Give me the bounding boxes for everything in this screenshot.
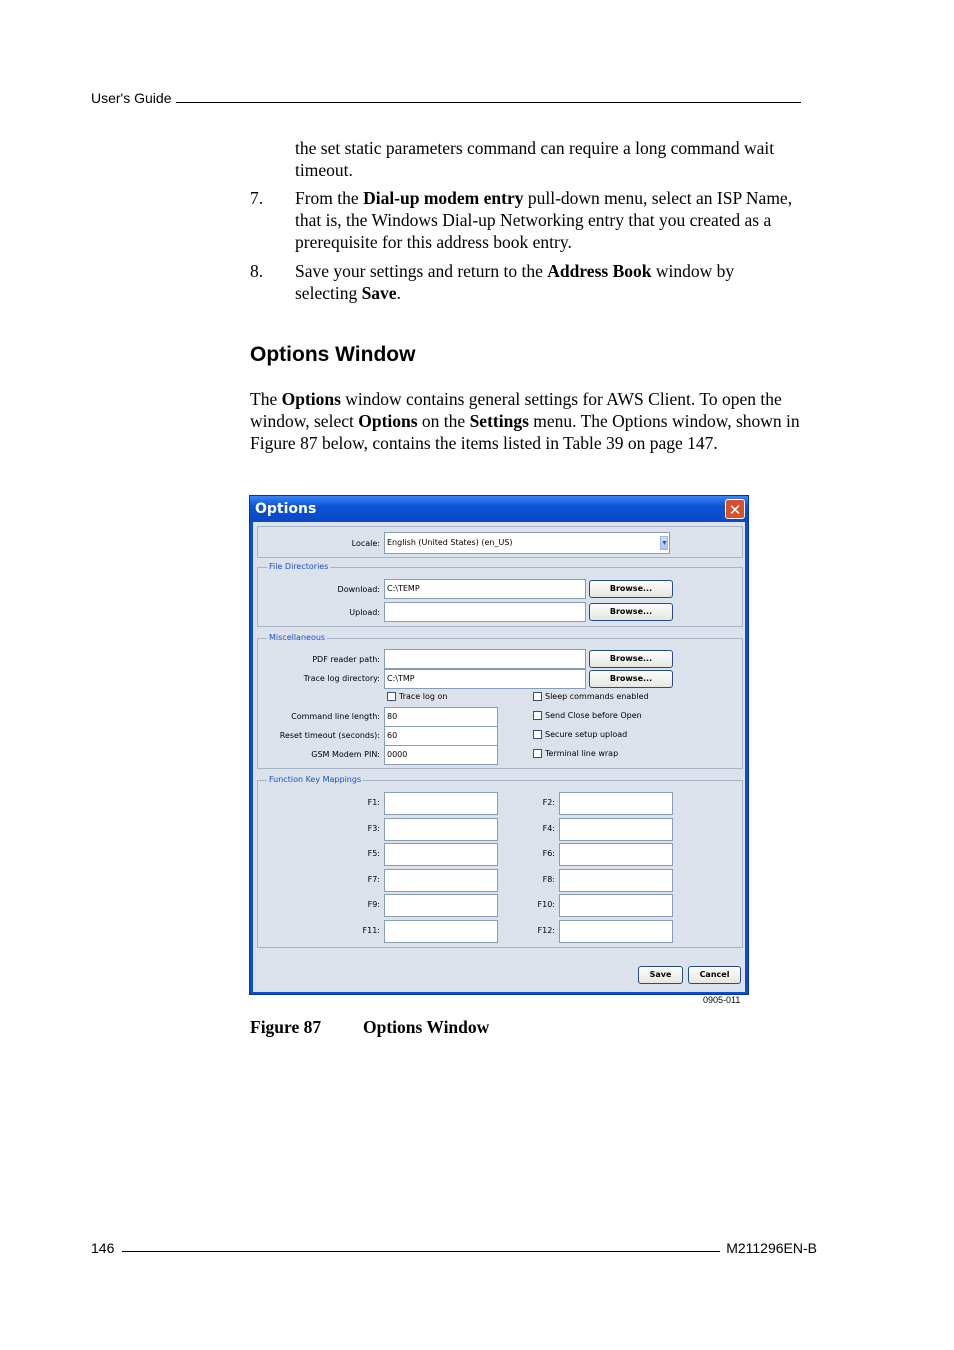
- chevron-down-icon[interactable]: ▼: [660, 536, 668, 550]
- fkey-input[interactable]: [559, 818, 673, 841]
- fkey-input[interactable]: [559, 894, 673, 917]
- file-directories-group: [257, 562, 743, 627]
- intro-text: the set static parameters command can require a long command wait timeout.: [295, 138, 775, 180]
- header-title: User's Guide: [91, 90, 172, 106]
- figure-title: Options Window: [363, 1017, 490, 1037]
- step-8: [250, 260, 795, 304]
- fkey-label: F5:: [367, 849, 380, 858]
- download-browse-button[interactable]: Browse...: [589, 580, 673, 598]
- fkey-label: F9:: [367, 900, 380, 909]
- step-text: Save your settings and return to the Address Book window by selecting Save.: [295, 261, 735, 303]
- trace-log-on-label: Trace log on: [399, 692, 448, 701]
- gsm-pin-label: GSM Modem PIN:: [311, 750, 380, 759]
- upload-browse-button[interactable]: Browse...: [589, 603, 673, 621]
- terminal-wrap-checkbox[interactable]: [533, 749, 542, 758]
- download-input[interactable]: C:\TEMP: [384, 579, 586, 599]
- download-label: Download:: [337, 585, 380, 594]
- step-text: From the Dial-up modem entry pull-down menu, select an ISP Name, that is, the Windows Dial-up Networking entry that you created as a prerequisite for this address book entry.: [295, 188, 793, 252]
- miscellaneous-group: [257, 633, 743, 769]
- fkey-label: F1:: [367, 798, 380, 807]
- fkey-label: F2:: [542, 798, 555, 807]
- trace-log-dir-label: Trace log directory:: [303, 674, 380, 683]
- step-number: 7.: [250, 188, 264, 208]
- page-footer: [91, 1240, 817, 1256]
- fkey-label: F6:: [542, 849, 555, 858]
- gsm-pin-input[interactable]: 0000: [384, 745, 498, 765]
- pdf-reader-label: PDF reader path:: [312, 655, 380, 664]
- cancel-button[interactable]: Cancel: [688, 966, 741, 984]
- reset-timeout-input[interactable]: 60: [384, 726, 498, 746]
- step-7: [250, 187, 795, 253]
- fkey-label: F3:: [367, 824, 380, 833]
- upload-label: Upload:: [349, 608, 380, 617]
- section-heading: Options Window: [250, 343, 416, 366]
- locale-label: Locale:: [351, 539, 380, 548]
- fkey-input[interactable]: [559, 920, 673, 943]
- figure-label: Figure 87: [250, 1017, 322, 1037]
- footer-rule: [122, 1240, 720, 1252]
- figure-caption: [250, 1017, 489, 1038]
- fkey-label: F10:: [537, 900, 555, 909]
- fkey-input[interactable]: [559, 869, 673, 892]
- figure-reference-code: 0905-011: [703, 995, 741, 1005]
- fkey-label: F4:: [542, 824, 555, 833]
- command-line-length-input[interactable]: 80: [384, 707, 498, 727]
- reset-timeout-label: Reset timeout (seconds):: [279, 731, 380, 740]
- miscellaneous-legend: Miscellaneous: [269, 633, 326, 642]
- function-keys-legend: Function Key Mappings: [269, 775, 362, 784]
- fkey-input[interactable]: [384, 843, 498, 866]
- title-bar: [250, 496, 748, 522]
- page-number: 146: [91, 1240, 115, 1256]
- trace-log-on-checkbox[interactable]: [387, 692, 396, 701]
- terminal-wrap-label: Terminal line wrap: [545, 749, 619, 758]
- sleep-commands-label: Sleep commands enabled: [545, 692, 649, 701]
- fkey-input[interactable]: [384, 920, 498, 943]
- secure-setup-label: Secure setup upload: [545, 730, 628, 739]
- fkey-input[interactable]: [384, 792, 498, 815]
- fkey-label: F11:: [362, 926, 380, 935]
- options-dialog: [249, 495, 749, 995]
- document-id: M211296EN-B: [726, 1240, 817, 1256]
- step-number: 8.: [250, 261, 264, 281]
- pdf-reader-input[interactable]: [384, 649, 586, 669]
- fkey-label: F12:: [537, 926, 555, 935]
- page-header: [91, 90, 813, 106]
- file-directories-legend: File Directories: [269, 562, 329, 571]
- header-rule: [176, 102, 801, 103]
- close-icon[interactable]: ✕: [725, 499, 745, 519]
- trace-log-dir-input[interactable]: C:\TMP: [384, 669, 586, 689]
- fkey-label: F7:: [367, 875, 380, 884]
- locale-group: [257, 526, 743, 558]
- fkey-input[interactable]: [559, 792, 673, 815]
- section-paragraph: The Options window contains general settings for AWS Client. To open the window, select Options on the Settings menu. The Options window, shown in Figure 87 below, contains the items listed in Table 39 on page 147.: [250, 389, 800, 453]
- send-close-checkbox[interactable]: [533, 711, 542, 720]
- fkey-label: F8:: [542, 875, 555, 884]
- sleep-commands-checkbox[interactable]: [533, 692, 542, 701]
- pdf-browse-button[interactable]: Browse...: [589, 650, 673, 668]
- send-close-label: Send Close before Open: [545, 711, 642, 720]
- dialog-client-area: [253, 522, 745, 992]
- fkey-input[interactable]: [384, 869, 498, 892]
- trace-browse-button[interactable]: Browse...: [589, 670, 673, 688]
- upload-input[interactable]: [384, 602, 586, 622]
- fkey-input[interactable]: [384, 894, 498, 917]
- fkey-input[interactable]: [384, 818, 498, 841]
- fkey-input[interactable]: [559, 843, 673, 866]
- save-button[interactable]: Save: [638, 966, 683, 984]
- secure-setup-checkbox[interactable]: [533, 730, 542, 739]
- command-line-length-label: Command line length:: [291, 712, 380, 721]
- dialog-title: Options: [255, 501, 317, 517]
- function-keys-group: [257, 775, 743, 948]
- locale-select[interactable]: English (United States) (en_US): [384, 532, 670, 554]
